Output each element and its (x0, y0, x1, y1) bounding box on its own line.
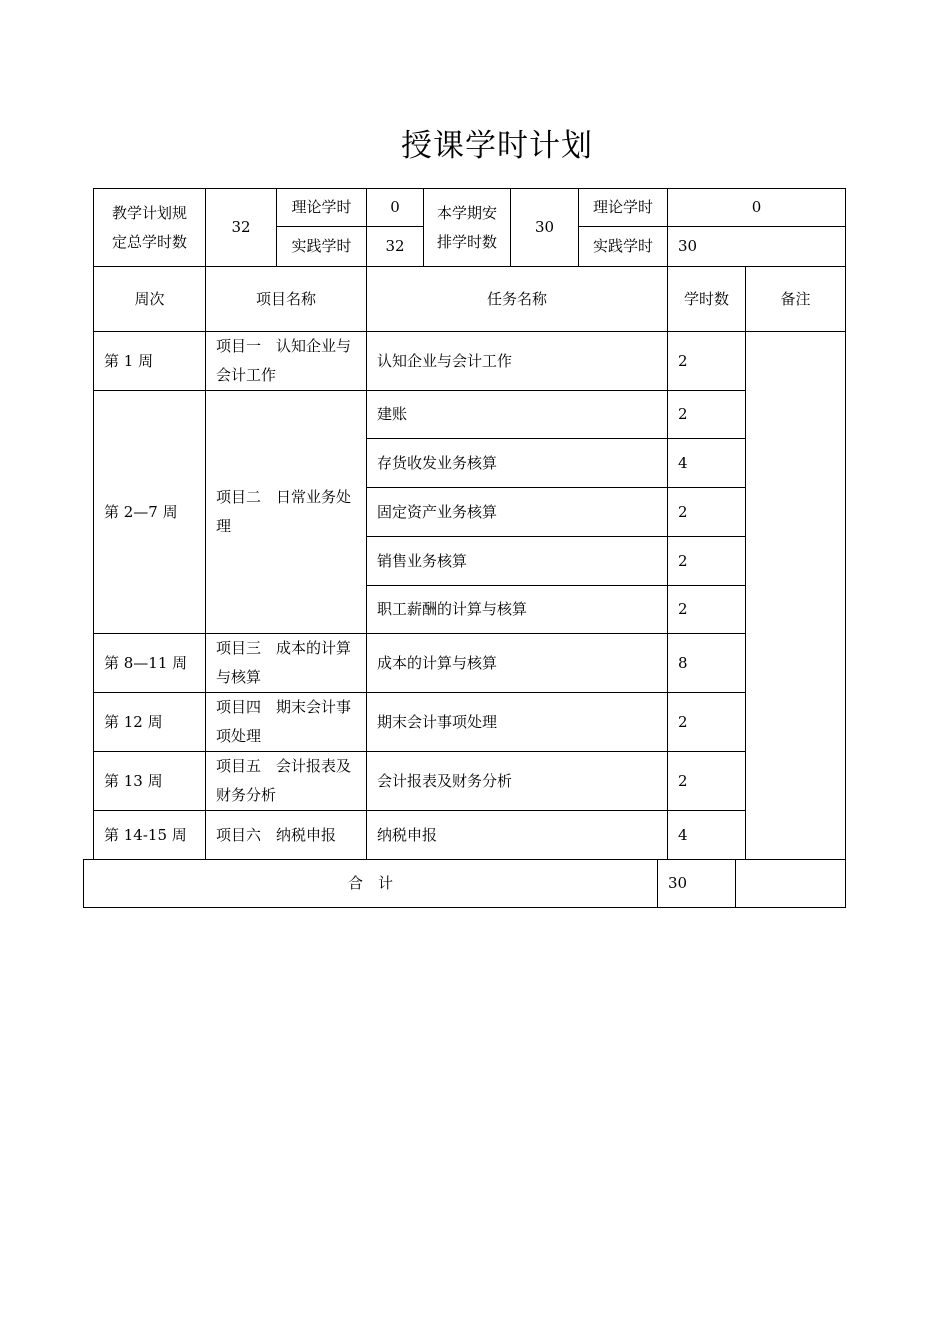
planned-practice-label: 实践学时 (276, 226, 367, 267)
semester-total-label: 本学期安排学时数 (436, 203, 497, 251)
header-project: 项目名称 (205, 266, 367, 332)
total-label: 合 计 (83, 859, 658, 908)
table-row-task: 存货收发业务核算 (366, 438, 668, 488)
remark-cell (745, 331, 846, 860)
table-row-task: 纳税申报 (366, 810, 668, 860)
planned-total-value: 32 (205, 188, 277, 267)
table-row-task: 销售业务核算 (366, 536, 668, 586)
semester-theory-value: 0 (667, 188, 846, 227)
planned-theory-value: 0 (366, 188, 424, 227)
planned-total-label: 教学计划规定总学时数 (111, 203, 187, 251)
table-row-task: 成本的计算与核算 (366, 633, 668, 693)
table-row-task: 建账 (366, 390, 668, 439)
header-task: 任务名称 (366, 266, 668, 332)
semester-total-label-cell (423, 188, 511, 267)
semester-practice-value: 30 (667, 226, 846, 267)
table-row-hours: 2 (667, 751, 746, 811)
table-row-week: 第 12 周 (93, 692, 206, 752)
table-row-hours: 8 (667, 633, 746, 693)
table-row-task: 职工薪酬的计算与核算 (366, 585, 668, 634)
planned-theory-label: 理论学时 (276, 188, 367, 227)
table-row-hours: 2 (667, 585, 746, 634)
table-row-hours: 2 (667, 390, 746, 439)
table-row-hours: 2 (667, 692, 746, 752)
table-row-project: 项目四 期末会计事项处理 (205, 692, 367, 752)
semester-practice-label: 实践学时 (578, 226, 668, 267)
header-hours: 学时数 (667, 266, 746, 332)
table-row-week: 第 14-15 周 (93, 810, 206, 860)
table-row-task: 会计报表及财务分析 (366, 751, 668, 811)
page-title: 授课学时计划 (401, 128, 593, 164)
table-row-task: 期末会计事项处理 (366, 692, 668, 752)
semester-total-value: 30 (510, 188, 579, 267)
table-row-project: 项目三 成本的计算与核算 (205, 633, 367, 693)
header-week: 周次 (93, 266, 206, 332)
table-row-week: 第 1 周 (93, 331, 206, 391)
table-row-task: 认知企业与会计工作 (366, 331, 668, 391)
table-row-hours: 2 (667, 487, 746, 537)
table-row-project: 项目一 认知企业与会计工作 (205, 331, 367, 391)
table-row-project: 项目五 会计报表及财务分析 (205, 751, 367, 811)
planned-total-label-cell (93, 188, 206, 267)
table-row-hours: 4 (667, 438, 746, 488)
table-row-week: 第 8—11 周 (93, 633, 206, 693)
header-remark: 备注 (745, 266, 846, 332)
table-row-week: 第 13 周 (93, 751, 206, 811)
table-row-task: 固定资产业务核算 (366, 487, 668, 537)
table-row-hours: 2 (667, 331, 746, 391)
semester-theory-label: 理论学时 (578, 188, 668, 227)
table-row-hours: 2 (667, 536, 746, 586)
planned-practice-value: 32 (366, 226, 424, 267)
table-row-project: 项目六 纳税申报 (205, 810, 367, 860)
total-remark (735, 859, 846, 908)
table-row-week: 第 2—7 周 (93, 390, 206, 634)
table-row-project: 项目二 日常业务处理 (205, 390, 367, 634)
total-hours: 30 (657, 859, 736, 908)
table-row-hours: 4 (667, 810, 746, 860)
